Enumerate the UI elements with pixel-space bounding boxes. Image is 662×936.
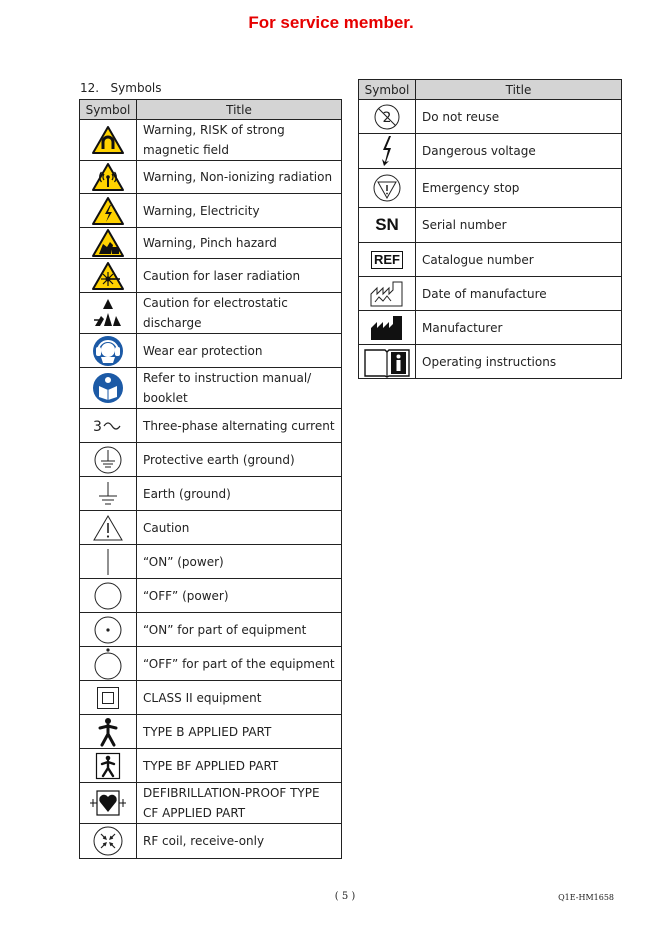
column-header-title: Title xyxy=(137,100,342,120)
class-ii-equipment-icon xyxy=(96,686,120,710)
table-row xyxy=(80,511,342,545)
symbols-table-right xyxy=(358,79,622,379)
table-row xyxy=(80,579,342,613)
power-off-icon xyxy=(93,581,123,611)
symbol-title: Caution for electrostatic discharge xyxy=(137,293,342,334)
table-row xyxy=(80,824,342,859)
symbol-title: Warning, Non-ionizing radiation xyxy=(137,161,342,194)
symbol-title: Refer to instruction manual/ booklet xyxy=(137,368,342,409)
symbol-title: TYPE B APPLIED PART xyxy=(137,715,342,749)
electrostatic-discharge-icon xyxy=(88,296,128,330)
caution-triangle-icon xyxy=(92,514,124,542)
dangerous-voltage-icon xyxy=(375,135,399,167)
table-row xyxy=(359,169,622,208)
symbol-title: Warning, RISK of strong magnetic field xyxy=(137,120,342,161)
symbol-title: Date of manufacture xyxy=(416,277,622,311)
symbol-title: Dangerous voltage xyxy=(416,134,622,169)
service-note: For service member. xyxy=(248,13,414,32)
magnetic-field-warning-icon xyxy=(91,125,125,155)
manufacturer-icon xyxy=(369,314,405,342)
table-row xyxy=(80,409,342,443)
table-row xyxy=(80,228,342,259)
laser-radiation-caution-icon xyxy=(91,261,125,291)
table-row xyxy=(80,194,342,228)
symbol-title: Warning, Pinch hazard xyxy=(137,228,342,259)
pinch-hazard-warning-icon xyxy=(91,228,125,258)
table-row xyxy=(80,334,342,368)
table-row xyxy=(359,134,622,169)
table-row xyxy=(80,715,342,749)
table-row xyxy=(80,545,342,579)
svg-text:3: 3 xyxy=(93,418,102,435)
table-row xyxy=(80,293,342,334)
page-number: ( 5 ) xyxy=(334,891,356,902)
table-row xyxy=(80,647,342,681)
power-on-icon xyxy=(93,548,123,576)
table-row xyxy=(80,749,342,783)
svg-text:2: 2 xyxy=(382,109,392,126)
symbols-table-left xyxy=(79,99,342,859)
symbol-title: Catalogue number xyxy=(416,243,622,277)
symbol-title: “OFF” for part of the equipment xyxy=(137,647,342,681)
symbol-title: Operating instructions xyxy=(416,345,622,379)
symbol-title: Caution xyxy=(137,511,342,545)
symbol-title: Wear ear protection xyxy=(137,334,342,368)
symbol-title: Caution for laser radiation xyxy=(137,259,342,293)
table-row xyxy=(80,120,342,161)
table-row xyxy=(359,345,622,379)
table-row xyxy=(359,208,622,243)
electricity-warning-icon xyxy=(91,196,125,226)
section-title: Symbols xyxy=(110,81,162,95)
table-row xyxy=(80,368,342,409)
type-b-applied-part-icon xyxy=(96,717,120,747)
symbol-title: Earth (ground) xyxy=(137,477,342,511)
table-row xyxy=(359,311,622,345)
column-header-title: Title xyxy=(416,80,622,100)
table-row xyxy=(80,613,342,647)
type-bf-applied-part-icon xyxy=(95,752,121,780)
table-row xyxy=(80,161,342,194)
do-not-reuse-icon xyxy=(373,103,401,131)
document-code: Q1E-HM1658 xyxy=(558,893,614,902)
symbol-title: Three-phase alternating current xyxy=(137,409,342,443)
table-row xyxy=(359,277,622,311)
symbol-title: “OFF” (power) xyxy=(137,579,342,613)
symbol-title: DEFIBRILLATION-PROOF TYPE CF APPLIED PART xyxy=(137,783,342,824)
operating-instructions-icon xyxy=(363,346,411,378)
earth-ground-icon xyxy=(93,480,123,508)
table-header-row xyxy=(80,100,342,120)
table-row xyxy=(359,100,622,134)
non-ionizing-radiation-warning-icon xyxy=(91,162,125,192)
defibrillation-proof-cf-icon xyxy=(88,788,128,818)
column-header-symbol: Symbol xyxy=(80,100,137,120)
table-row xyxy=(80,477,342,511)
section-number: 12. xyxy=(80,81,100,95)
rf-coil-receive-icon xyxy=(92,825,124,857)
symbol-title: “ON” for part of equipment xyxy=(137,613,342,647)
table-row xyxy=(80,259,342,293)
serial-number-icon: SN xyxy=(375,215,399,234)
symbol-title: “ON” (power) xyxy=(137,545,342,579)
symbol-title: Serial number xyxy=(416,208,622,243)
symbol-title: Emergency stop xyxy=(416,169,622,208)
protective-earth-icon xyxy=(93,445,123,475)
symbol-title: Protective earth (ground) xyxy=(137,443,342,477)
table-row xyxy=(80,443,342,477)
table-header-row xyxy=(359,80,622,100)
symbol-title: Do not reuse xyxy=(416,100,622,134)
symbol-title: Warning, Electricity xyxy=(137,194,342,228)
symbol-title: CLASS II equipment xyxy=(137,681,342,715)
column-header-symbol: Symbol xyxy=(359,80,416,100)
table-row xyxy=(80,783,342,824)
partial-off-icon xyxy=(93,648,123,680)
ear-protection-icon xyxy=(91,335,125,367)
partial-on-icon xyxy=(93,615,123,645)
three-phase-ac-icon xyxy=(91,416,125,436)
table-row xyxy=(80,681,342,715)
symbol-title: RF coil, receive-only xyxy=(137,824,342,859)
instruction-manual-icon xyxy=(91,372,125,404)
symbol-title: TYPE BF APPLIED PART xyxy=(137,749,342,783)
date-of-manufacture-icon xyxy=(369,280,405,308)
section-heading xyxy=(80,81,162,95)
symbol-title: Manufacturer xyxy=(416,311,622,345)
table-row xyxy=(359,243,622,277)
emergency-stop-icon xyxy=(372,173,402,203)
catalogue-number-icon: REF xyxy=(371,251,403,269)
